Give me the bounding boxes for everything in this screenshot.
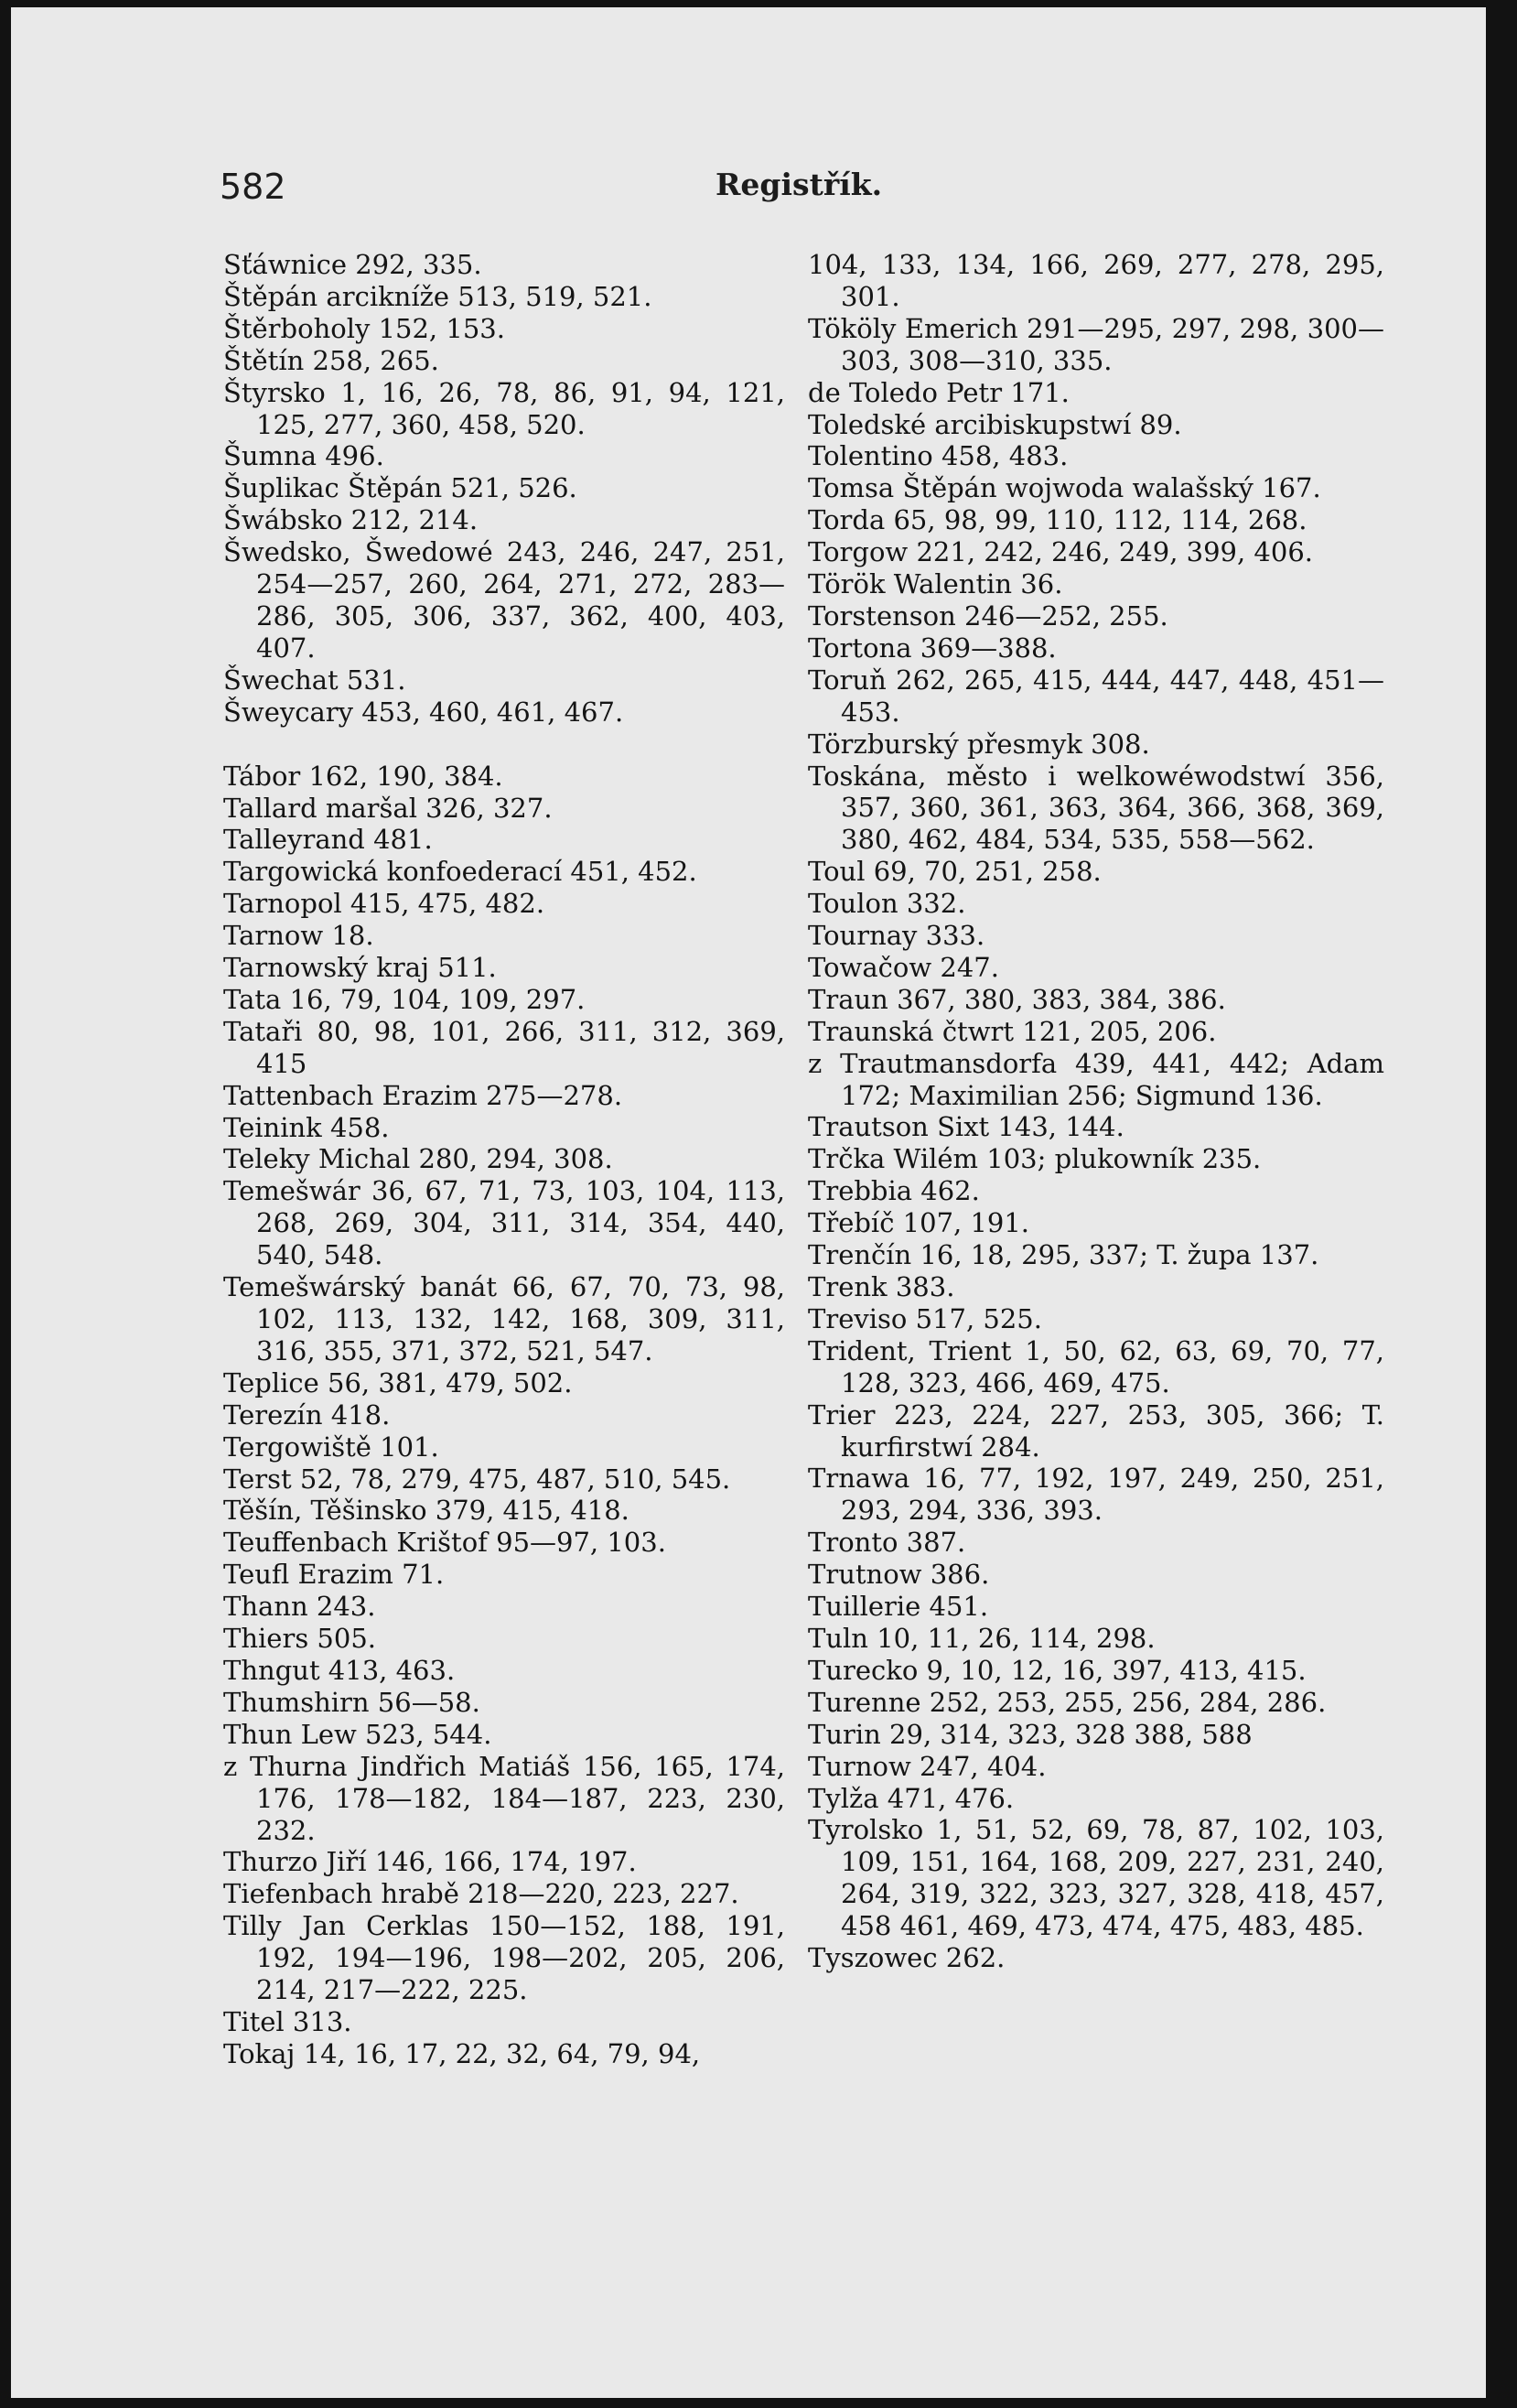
- index-entry: Teleky Michal 280, 294, 308.: [223, 1143, 613, 1175]
- index-entry: Trier 223, 224, 227, 253, 305, 366; T. kurfirstwí 284.: [808, 1398, 1384, 1463]
- index-entry: Štyrsko 1, 16, 26, 78, 86, 91, 94, 121, 125, 277, 360, 458, 520.: [223, 376, 785, 440]
- index-entry: Tergowiště 101.: [223, 1431, 439, 1463]
- index-entry: Šwábsko 212, 214.: [223, 504, 479, 536]
- index-entry: Trenk 383.: [808, 1271, 955, 1302]
- index-entry: Tronto 387.: [808, 1527, 966, 1559]
- index-entry: Targowická konfoederací 451, 452.: [223, 856, 697, 888]
- index-entry: Trčka Wilém 103; plukowník 235.: [808, 1143, 1262, 1175]
- index-entry: Terezín 418.: [223, 1398, 391, 1431]
- index-entry: Tolentino 458, 483.: [808, 440, 1069, 472]
- index-entry: Toruň 262, 265, 415, 444, 447, 448, 451—453.: [808, 664, 1384, 728]
- index-entry: Toledské arcibiskupstwí 89.: [808, 408, 1182, 440]
- index-entry: Trutnow 386.: [808, 1559, 990, 1591]
- index-entry: Trnawa 16, 77, 192, 197, 249, 250, 251, 293, 294, 336, 393.: [808, 1463, 1384, 1527]
- index-entry: Tataři 80, 98, 101, 266, 311, 312, 369, 415: [223, 1015, 785, 1079]
- index-entry: Štěpán arcikníže 513, 519, 521.: [223, 280, 652, 312]
- index-entry: Thurzo Jiří 146, 166, 174, 197.: [223, 1846, 637, 1878]
- index-entry: Tököly Emerich 291—295, 297, 298, 300—303, 308—310, 335.: [808, 312, 1384, 376]
- index-entry: Trebbia 462.: [808, 1175, 980, 1207]
- index-entry: Toulon 332.: [808, 888, 966, 920]
- index-entry: Towačow 247.: [808, 951, 999, 983]
- index-entry: Thann 243.: [223, 1591, 376, 1623]
- left-index-column: [223, 249, 785, 2070]
- index-entry: Tilly Jan Cerklas 150—152, 188, 191, 192, 194—196, 198—202, 205, 206, 214, 217—222, 225.: [223, 1910, 785, 2006]
- index-entry: Šuplikac Štěpán 521, 526.: [223, 472, 577, 504]
- index-entry: Tarnow 18.: [223, 920, 374, 952]
- index-entry: Tokaj 14, 16, 17, 22, 32, 64, 79, 94,: [223, 2037, 701, 2069]
- index-entry: Tallard maršal 326, 327.: [223, 792, 553, 824]
- index-entry: Temešwár 36, 67, 71, 73, 103, 104, 113, 268, 269, 304, 311, 314, 354, 440, 540, 548.: [223, 1175, 785, 1271]
- index-entry: Tiefenbach hrabě 218—220, 223, 227.: [223, 1878, 739, 1910]
- index-entry: Tylža 471, 476.: [808, 1782, 1015, 1814]
- index-entry: Thun Lew 523, 544.: [223, 1718, 492, 1750]
- right-index-column: [808, 249, 1384, 1974]
- index-entry: Šumna 496.: [223, 440, 384, 472]
- index-entry: Turnow 247, 404.: [808, 1750, 1047, 1782]
- index-entry: Torstenson 246—252, 255.: [808, 599, 1168, 632]
- index-entry: de Toledo Petr 171.: [808, 376, 1070, 408]
- index-entry: Šwedsko, Šwedowé 243, 246, 247, 251, 254—257, 260, 264, 271, 272, 283—286, 305, 306, 337, 362, 400, 403, 407.: [223, 536, 785, 664]
- page-number: 582: [220, 167, 286, 207]
- index-entry: Terst 52, 78, 279, 475, 487, 510, 545.: [223, 1463, 731, 1495]
- index-entry: Štětín 258, 265.: [223, 344, 439, 376]
- index-entry: z Trautmansdorfa 439, 441, 442; Adam 172; Maximilian 256; Sigmund 136.: [808, 1047, 1384, 1111]
- index-entry: Török Walentin 36.: [808, 568, 1063, 600]
- index-entry: Thumshirn 56—58.: [223, 1686, 480, 1718]
- index-entry: Trenčín 16, 18, 295, 337; T. župa 137.: [808, 1239, 1319, 1271]
- index-entry: Toul 69, 70, 251, 258.: [808, 856, 1102, 888]
- index-entry: Toskána, město i welkowéwodstwí 356, 357, 360, 361, 363, 364, 366, 368, 369, 380, 462, 484, 534, 535, 558—562.: [808, 760, 1384, 856]
- index-entry: Thngut 413, 463.: [223, 1654, 456, 1686]
- index-entry: Třebíč 107, 191.: [808, 1207, 1030, 1239]
- index-entry: Tarnopol 415, 475, 482.: [223, 888, 545, 920]
- index-entry: Talleyrand 481.: [223, 824, 433, 856]
- index-entry: Torda 65, 98, 99, 110, 112, 114, 268.: [808, 504, 1307, 536]
- index-entry: Teuffenbach Krištof 95—97, 103.: [223, 1527, 666, 1559]
- index-entry: Tortona 369—388.: [808, 632, 1057, 664]
- index-entry: Tata 16, 79, 104, 109, 297.: [223, 983, 586, 1015]
- index-entry: Traunská čtwrt 121, 205, 206.: [808, 1015, 1217, 1047]
- index-entry: Tournay 333.: [808, 920, 985, 952]
- index-entry: Tyszowec 262.: [808, 1942, 1006, 1974]
- index-entry: Törzburský přesmyk 308.: [808, 728, 1150, 760]
- index-entry: Thiers 505.: [223, 1623, 376, 1655]
- index-entry: Tarnowský kraj 511.: [223, 952, 497, 984]
- index-entry: Turin 29, 314, 323, 328 388, 588: [808, 1718, 1253, 1750]
- index-entry: Teinink 458.: [223, 1111, 390, 1143]
- index-entry: Treviso 517, 525.: [808, 1302, 1042, 1334]
- index-entry: Trident, Trient 1, 50, 62, 63, 69, 70, 77, 128, 323, 466, 469, 475.: [808, 1334, 1384, 1398]
- index-entry: Šweycary 453, 460, 461, 467.: [223, 696, 624, 728]
- index-entry: Teufl Erazim 71.: [223, 1559, 445, 1591]
- index-entry: Titel 313.: [223, 2005, 352, 2037]
- index-entry: 104, 133, 134, 166, 269, 277, 278, 295, 301.: [808, 249, 1384, 312]
- index-entry: Tyrolsko 1, 51, 52, 69, 78, 87, 102, 103, 109, 151, 164, 168, 209, 227, 231, 240, 264, 319, 322, 323, 327, 328, 418, 457, 458 461, 469, 473, 474, 475, 483, 485.: [808, 1814, 1384, 1942]
- index-entry: Turecko 9, 10, 12, 16, 397, 413, 415.: [808, 1654, 1307, 1686]
- index-entry: Traun 367, 380, 383, 384, 386.: [808, 983, 1226, 1015]
- index-entry: Tuln 10, 11, 26, 114, 298.: [808, 1622, 1156, 1654]
- index-entry: Teplice 56, 381, 479, 502.: [223, 1366, 573, 1398]
- running-title: Registřík.: [715, 167, 883, 202]
- index-entry: Šwechat 531.: [223, 664, 406, 696]
- index-entry: Turenne 252, 253, 255, 256, 284, 286.: [808, 1686, 1327, 1718]
- index-entry: Tábor 162, 190, 384.: [223, 760, 503, 792]
- index-entry: Štěrboholy 152, 153.: [223, 312, 505, 344]
- index-entry: Tattenbach Erazim 275—278.: [223, 1079, 623, 1111]
- index-entry: Tomsa Štěpán wojwoda walašský 167.: [808, 472, 1321, 504]
- index-entry: Sťáwnice 292, 335.: [223, 249, 482, 280]
- index-entry: Temešwárský banát 66, 67, 70, 73, 98, 102, 113, 132, 142, 168, 309, 311, 316, 355, 371, 372, 521, 547.: [223, 1271, 785, 1366]
- index-entry: Těšín, Těšinsko 379, 415, 418.: [223, 1495, 629, 1527]
- index-entry: z Thurna Jindřich Matiáš 156, 165, 174, 176, 178—182, 184—187, 223, 230, 232.: [223, 1750, 785, 1846]
- index-entry: Tuillerie 451.: [808, 1591, 989, 1623]
- index-entry: Trautson Sixt 143, 144.: [808, 1111, 1124, 1143]
- book-page: [11, 7, 1486, 2398]
- index-entry: Torgow 221, 242, 246, 249, 399, 406.: [808, 536, 1313, 568]
